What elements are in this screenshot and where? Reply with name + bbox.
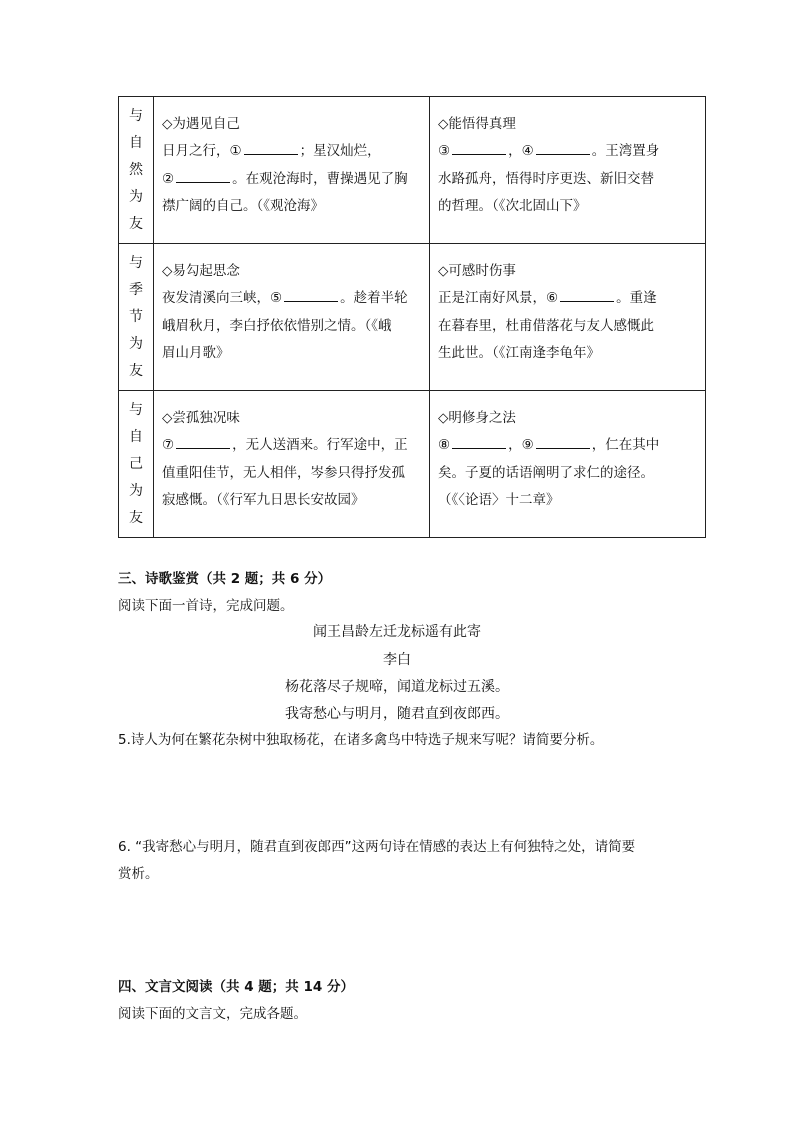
cell-line: 夜发清溪向三峡，⑤ 。趁着半轮 bbox=[162, 290, 408, 307]
category-char: 与 bbox=[129, 108, 143, 124]
category-char: 季 bbox=[129, 282, 143, 298]
poem-author: 李白 bbox=[383, 652, 411, 668]
section-intro: 阅读下面一首诗，完成问题。 bbox=[118, 598, 294, 614]
answer-blank[interactable] bbox=[244, 143, 298, 155]
cell-title: ◇为遇见自己 bbox=[162, 116, 240, 132]
question-line: 6. “我寄愁心与明月，随君直到夜郎西”这两句诗在情感的表达上有何独特之处，请简要 bbox=[118, 839, 636, 855]
cell-line: 日月之行，① ；星汉灿烂， bbox=[162, 143, 381, 160]
cell-line: 襟广阔的自己。（《观沧海》 bbox=[162, 197, 324, 214]
poem-title: 闻王昌龄左迁龙标遥有此寄 bbox=[313, 624, 481, 640]
category-cell bbox=[119, 97, 154, 244]
cell-line: 在暮春里，杜甫借落花与友人感慨此 bbox=[438, 317, 654, 334]
table-cell bbox=[430, 244, 706, 391]
cell-line: ⑧ ，⑨ ，仁在其中 bbox=[438, 437, 660, 454]
cell-title: ◇尝孤独况味 bbox=[162, 410, 240, 426]
category-char: 节 bbox=[129, 309, 143, 325]
section-intro: 阅读下面的文言文，完成各题。 bbox=[118, 1006, 307, 1022]
category-cell bbox=[119, 244, 154, 391]
table-row bbox=[119, 391, 706, 538]
category-char: 自 bbox=[129, 135, 143, 151]
poem-line: 杨花落尽子规啼，闻道龙标过五溪。 bbox=[285, 679, 509, 695]
poem-line: 我寄愁心与明月，随君直到夜郎西。 bbox=[285, 706, 509, 722]
category-cell bbox=[119, 391, 154, 538]
cell-line: ② 。在观沧海时，曹操遇见了胸 bbox=[162, 170, 408, 187]
answer-blank[interactable] bbox=[536, 143, 590, 155]
table-cell bbox=[154, 244, 430, 391]
table-cell bbox=[154, 97, 430, 244]
cell-line: （《〈论语〉十二章》 bbox=[438, 491, 560, 508]
poetry-fill-table bbox=[118, 96, 706, 538]
cell-title: ◇明修身之法 bbox=[438, 410, 516, 426]
cell-line: 峨眉秋月，李白抒依依惜别之情。（《峨 bbox=[162, 317, 392, 334]
cell-title: ◇可感时伤事 bbox=[438, 263, 516, 279]
table-cell bbox=[430, 97, 706, 244]
cell-title: ◇能悟得真理 bbox=[438, 116, 516, 132]
category-char: 友 bbox=[129, 510, 143, 526]
category-char: 与 bbox=[129, 255, 143, 271]
cell-line: 正是江南好风景，⑥ 。重逢 bbox=[438, 290, 657, 307]
table-row bbox=[119, 97, 706, 244]
cell-line: 寂感慨。（《行军九日思长安故园》 bbox=[162, 491, 365, 508]
question-5: 5.诗人为何在繁花杂树中独取杨花，在诸多禽鸟中特选子规来写呢？请简要分析。 bbox=[118, 732, 604, 748]
answer-blank[interactable] bbox=[452, 143, 506, 155]
category-char: 己 bbox=[129, 456, 143, 472]
cell-line: 值重阳佳节，无人相伴，岑参只得抒发孤 bbox=[162, 464, 405, 481]
category-char: 为 bbox=[129, 483, 143, 499]
cell-line: 的哲理。（《次北固山下》 bbox=[438, 197, 587, 214]
table-cell bbox=[154, 391, 430, 538]
answer-blank[interactable] bbox=[536, 437, 590, 449]
cell-line: 水路孤舟，悟得时序更迭、新旧交替 bbox=[438, 170, 654, 187]
cell-line: 生此世。（《江南逢李龟年》 bbox=[438, 344, 600, 361]
answer-blank[interactable] bbox=[452, 437, 506, 449]
cell-line: ③ ，④ 。王湾置身 bbox=[438, 143, 660, 160]
category-char: 友 bbox=[129, 363, 143, 379]
table-cell bbox=[430, 391, 706, 538]
cell-line: 眉山月歌》 bbox=[162, 344, 230, 361]
category-char: 友 bbox=[129, 216, 143, 232]
answer-blank[interactable] bbox=[284, 290, 338, 302]
category-char: 自 bbox=[129, 429, 143, 445]
cell-line: ⑦ ，无人送酒来。行军途中，正 bbox=[162, 437, 408, 454]
question-6 bbox=[118, 834, 678, 888]
category-char: 为 bbox=[129, 336, 143, 352]
cell-line: 矣。子夏的话语阐明了求仁的途径。 bbox=[438, 464, 654, 481]
answer-blank[interactable] bbox=[176, 171, 230, 183]
section-heading: 四、文言文阅读（共 4 题；共 14 分） bbox=[118, 979, 354, 995]
answer-blank[interactable] bbox=[176, 437, 230, 449]
table-row bbox=[119, 244, 706, 391]
answer-blank[interactable] bbox=[560, 290, 614, 302]
category-char: 为 bbox=[129, 189, 143, 205]
section-heading: 三、诗歌鉴赏（共 2 题；共 6 分） bbox=[118, 571, 332, 587]
question-line: 赏析。 bbox=[118, 866, 159, 882]
cell-title: ◇易勾起思念 bbox=[162, 263, 240, 279]
category-char: 然 bbox=[129, 162, 143, 178]
category-char: 与 bbox=[129, 402, 143, 418]
